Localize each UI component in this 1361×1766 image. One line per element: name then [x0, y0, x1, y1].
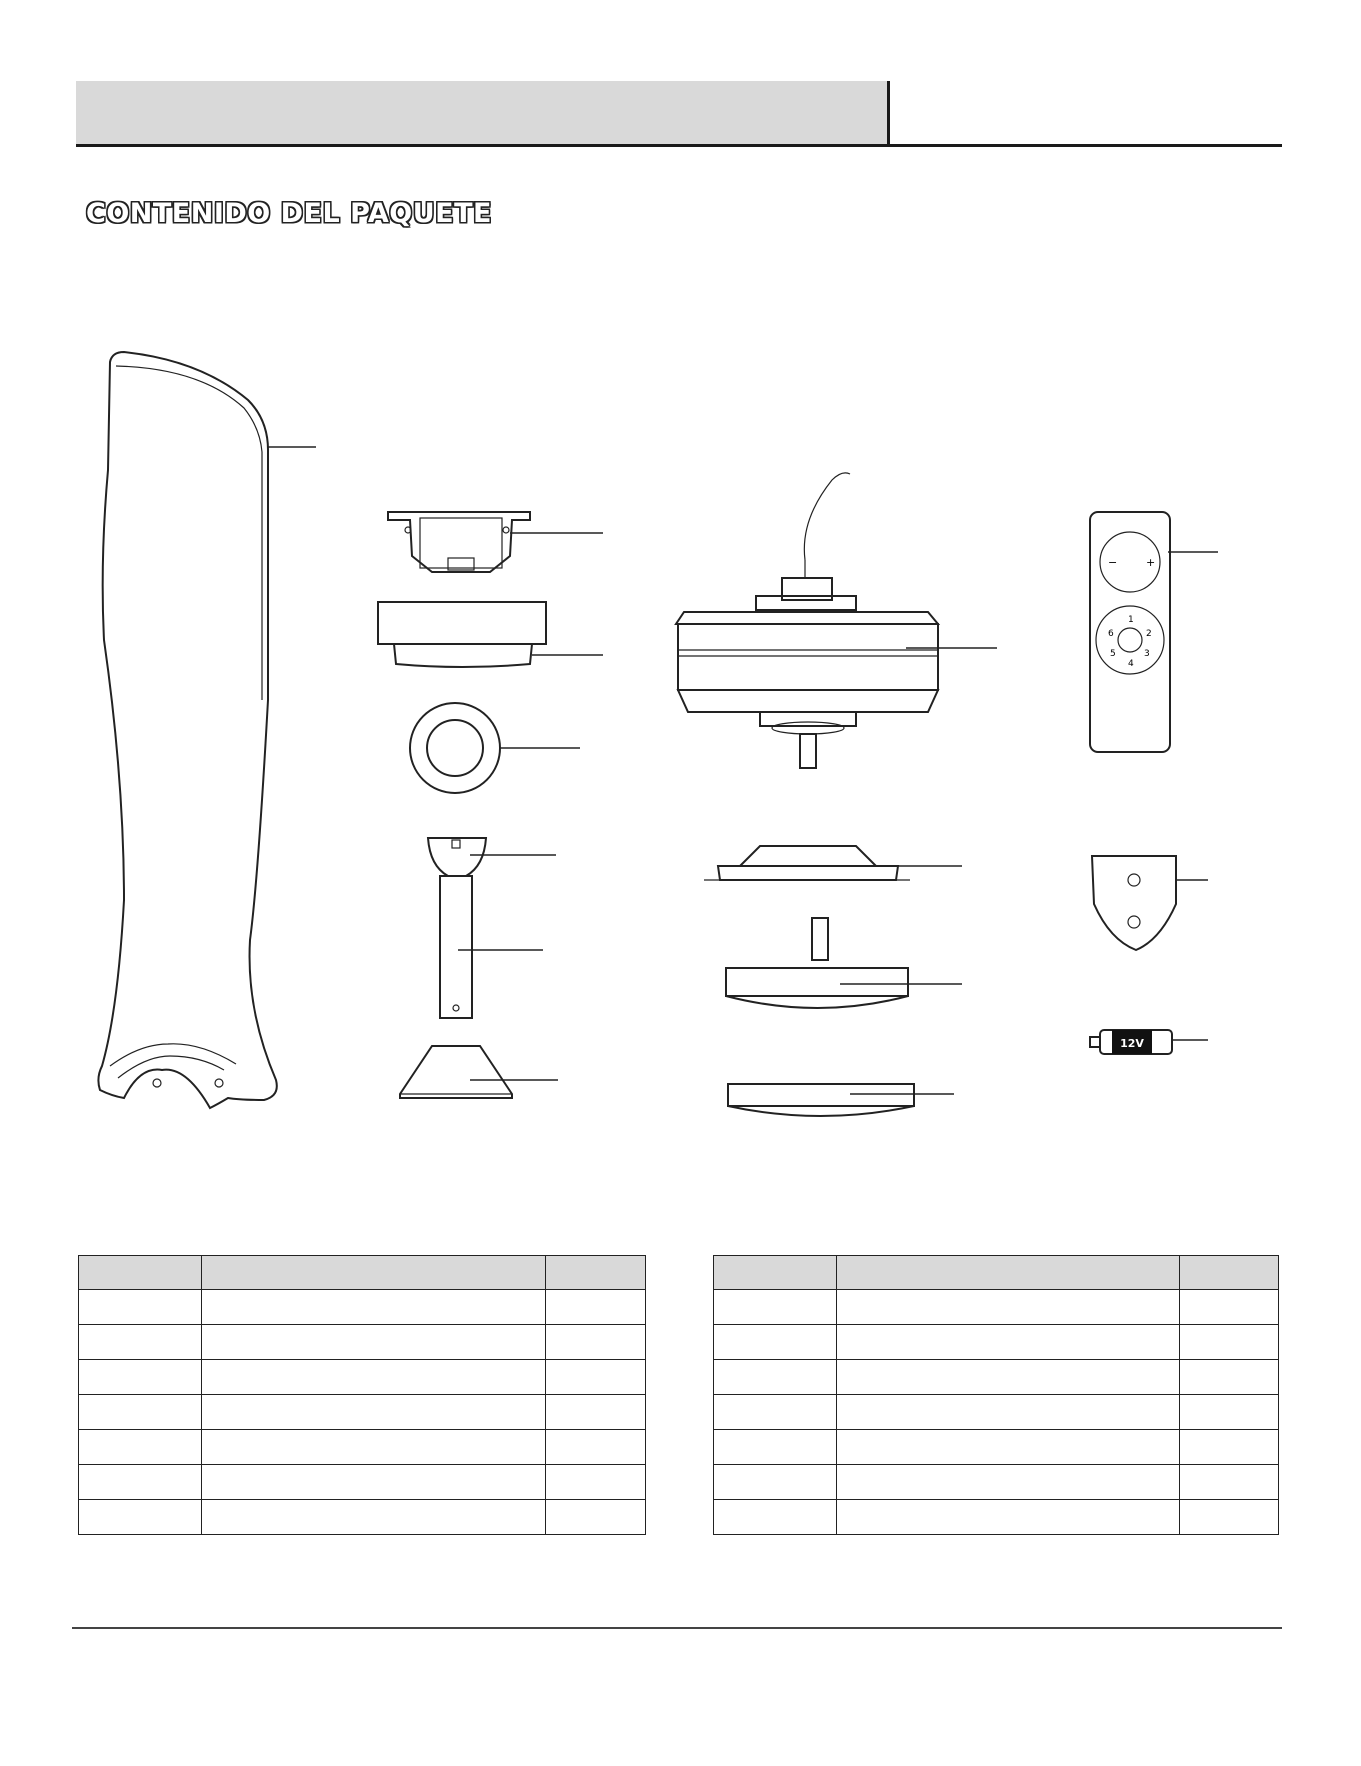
remote-control-drawing	[1090, 512, 1218, 752]
cell-quantity	[1179, 1395, 1278, 1430]
cell-quantity	[546, 1500, 646, 1535]
table-header-row	[714, 1256, 1279, 1290]
cell-part	[714, 1290, 837, 1325]
cell-description	[202, 1500, 546, 1535]
table-row	[714, 1395, 1279, 1430]
coupling-cover-drawing	[400, 1046, 558, 1098]
cell-quantity	[546, 1360, 646, 1395]
cell-part	[714, 1325, 837, 1360]
svg-text:4: 4	[1128, 659, 1134, 669]
battery-drawing	[1090, 1030, 1208, 1054]
cell-description	[836, 1395, 1179, 1430]
svg-text:1: 1	[1128, 615, 1134, 625]
svg-text:6: 6	[1108, 629, 1114, 639]
cell-description	[202, 1290, 546, 1325]
table-row	[79, 1395, 646, 1430]
svg-text:3: 3	[1144, 649, 1150, 659]
column-header-description	[836, 1256, 1179, 1290]
glass-cover-drawing	[728, 1084, 954, 1116]
battery-label: 12V	[1120, 1037, 1144, 1050]
cell-part	[714, 1465, 837, 1500]
table-row	[79, 1360, 646, 1395]
cell-quantity	[1179, 1465, 1278, 1500]
remote-holder-drawing	[1092, 856, 1208, 950]
cell-part	[79, 1500, 202, 1535]
column-header-part	[714, 1256, 837, 1290]
cell-description	[202, 1360, 546, 1395]
table-row	[714, 1290, 1279, 1325]
svg-text:5: 5	[1110, 649, 1116, 659]
cell-quantity	[546, 1325, 646, 1360]
table-row	[79, 1500, 646, 1535]
cell-quantity	[546, 1290, 646, 1325]
cell-quantity	[1179, 1290, 1278, 1325]
motor-assembly-drawing	[676, 473, 997, 768]
light-kit-plate-drawing	[704, 846, 962, 880]
cell-quantity	[546, 1395, 646, 1430]
table-row	[714, 1465, 1279, 1500]
svg-text:2: 2	[1146, 629, 1152, 639]
column-header-description	[202, 1256, 546, 1290]
cell-part	[714, 1500, 837, 1535]
cell-description	[202, 1395, 546, 1430]
cell-description	[202, 1325, 546, 1360]
cell-description	[836, 1325, 1179, 1360]
cell-quantity	[1179, 1430, 1278, 1465]
table-row	[79, 1430, 646, 1465]
mounting-bracket-drawing	[388, 512, 603, 572]
cell-part	[714, 1430, 837, 1465]
fan-blade-drawing	[98, 352, 316, 1108]
cell-quantity	[546, 1430, 646, 1465]
cell-part	[79, 1430, 202, 1465]
cell-description	[836, 1430, 1179, 1465]
cell-part	[79, 1360, 202, 1395]
table-header-row	[79, 1256, 646, 1290]
canopy-drawing	[378, 602, 603, 667]
canopy-ring-drawing	[410, 703, 580, 793]
table-row	[79, 1465, 646, 1500]
cell-description	[836, 1290, 1179, 1325]
cell-quantity	[1179, 1325, 1278, 1360]
cell-part	[714, 1360, 837, 1395]
section-title: CONTENIDO DEL PAQUETE	[86, 198, 492, 229]
cell-description	[202, 1465, 546, 1500]
cell-quantity	[1179, 1500, 1278, 1535]
cell-quantity	[546, 1465, 646, 1500]
table-row	[714, 1500, 1279, 1535]
downrod-drawing	[428, 838, 556, 1018]
table-row	[79, 1290, 646, 1325]
cell-quantity	[1179, 1360, 1278, 1395]
svg-text:−: −	[1108, 556, 1118, 569]
table-row	[79, 1325, 646, 1360]
cell-description	[202, 1430, 546, 1465]
cell-description	[836, 1500, 1179, 1535]
cell-description	[836, 1465, 1179, 1500]
column-header-quantity	[546, 1256, 646, 1290]
footer-rule	[72, 1627, 1282, 1629]
table-row	[714, 1360, 1279, 1395]
parts-table-left	[78, 1255, 646, 1535]
led-light-kit-drawing	[726, 918, 962, 1008]
svg-text:+: +	[1146, 556, 1156, 569]
column-header-part	[79, 1256, 202, 1290]
cell-part	[79, 1290, 202, 1325]
cell-part	[79, 1465, 202, 1500]
column-header-quantity	[1179, 1256, 1278, 1290]
cell-part	[79, 1325, 202, 1360]
cell-part	[714, 1395, 837, 1430]
cell-description	[836, 1360, 1179, 1395]
parts-table-right	[713, 1255, 1279, 1535]
table-row	[714, 1325, 1279, 1360]
cell-part	[79, 1395, 202, 1430]
table-row	[714, 1430, 1279, 1465]
